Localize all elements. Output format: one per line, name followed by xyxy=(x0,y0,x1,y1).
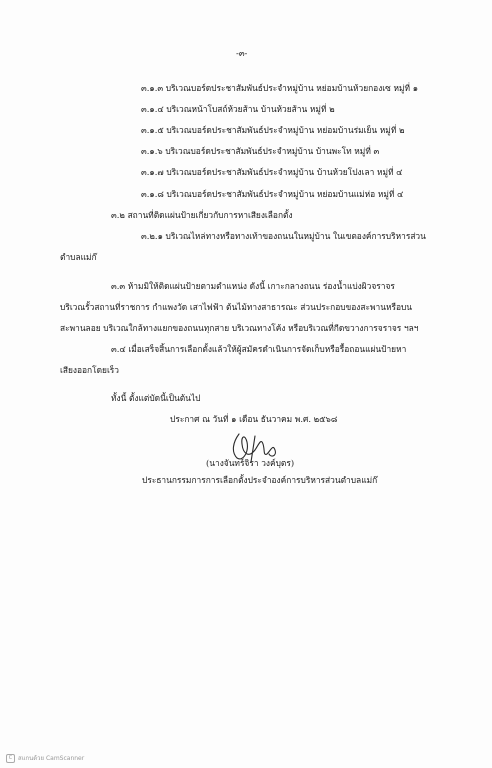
item-3-1-3: ๓.๑.๓ บริเวณบอร์ดประชาสัมพันธ์ประจำหมู่บ้าน หย่อมบ้านห้วยกองเซ หมู่ที่ ๑ xyxy=(141,83,419,93)
scanner-watermark xyxy=(6,753,84,763)
signer-title: ประธานกรรมการการเลือกตั้งประจำองค์การบริหารส่วนตำบลแม่ก๊ xyxy=(142,475,378,485)
item-3-1-4: ๓.๑.๔ บริเวณหน้าโบสถ์ห้วยส้าน บ้านห้วยส้าน หมู่ที่ ๒ xyxy=(141,104,335,114)
scanner-watermark-text: สแกนด้วย CamScanner xyxy=(18,755,85,762)
item-3-1-7: ๓.๑.๗ บริเวณบอร์ดประชาสัมพันธ์ประจำหมู่บ้าน บ้านห้วยโปงเลา หมู่ที่ ๔ xyxy=(141,167,403,177)
section-3-4-line1: ๓.๔ เมื่อเสร็จสิ้นการเลือกตั้งแล้วให้ผู้สมัครดำเนินการจัดเก็บหรือรื้อถอนแผ่นป้ายหา xyxy=(111,344,407,354)
section-3-3-line2: บริเวณรั้วสถานที่ราชการ กำแพงวัด เสาไฟฟ้า ต้นไม้ทางสาธารณะ ส่วนประกอบของสะพานหรือบน xyxy=(60,302,413,312)
announcement-date: ประกาศ ณ วันที่ ๑ เดือน ธันวาคม พ.ศ. ๒๕๖๘ xyxy=(170,414,338,424)
page-number: -๓- xyxy=(236,48,248,58)
item-3-2-1-line1: ๓.๒.๑ บริเวณไหล่ทางหรือทางเท้าของถนนในหมู่บ้าน ในเขตองค์การบริหารส่วน xyxy=(141,231,426,241)
signer-name: (นางจันทร์จิรา วงค์บุตร) xyxy=(206,458,295,468)
section-3-4-line2: เสียงออกโดยเร็ว xyxy=(60,365,120,375)
section-3-3-line3: สะพานลอย บริเวณใกล้ทางแยกของถนนทุกสาย บริเวณทางโค้ง หรือบริเวณที่กีดขวางการจราจร ฯลฯ xyxy=(60,323,419,333)
closing-statement: ทั้งนี้ ตั้งแต่บัดนี้เป็นต้นไป xyxy=(111,393,201,403)
camscanner-logo-icon: C xyxy=(6,754,15,763)
item-3-1-8: ๓.๑.๘ บริเวณบอร์ดประชาสัมพันธ์ประจำหมู่บ้าน หย่อมบ้านแม่ห่อ หมู่ที่ ๔ xyxy=(141,189,404,199)
item-3-2-1-line2: ตำบลแม่ก๊ xyxy=(60,252,97,262)
section-3-2-heading: ๓.๒ สถานที่ติดแผ่นป้ายเกี่ยวกับการหาเสียงเลือกตั้ง xyxy=(111,210,293,220)
item-3-1-5: ๓.๑.๕ บริเวณบอร์ดประชาสัมพันธ์ประจำหมู่บ้าน หย่อมบ้านร่มเย็น หมู่ที่ ๒ xyxy=(141,125,405,135)
item-3-1-6: ๓.๑.๖ บริเวณบอร์ดประชาสัมพันธ์ประจำหมู่บ้าน บ้านพะโท หมู่ที่ ๓ xyxy=(141,146,380,156)
section-3-3-line1: ๓.๓ ห้ามมิให้ติดแผ่นป้ายตามตำแหน่ง ดังนี้ เกาะกลางถนน ร่องน้ำแบ่งผิวจราจร xyxy=(111,281,395,291)
